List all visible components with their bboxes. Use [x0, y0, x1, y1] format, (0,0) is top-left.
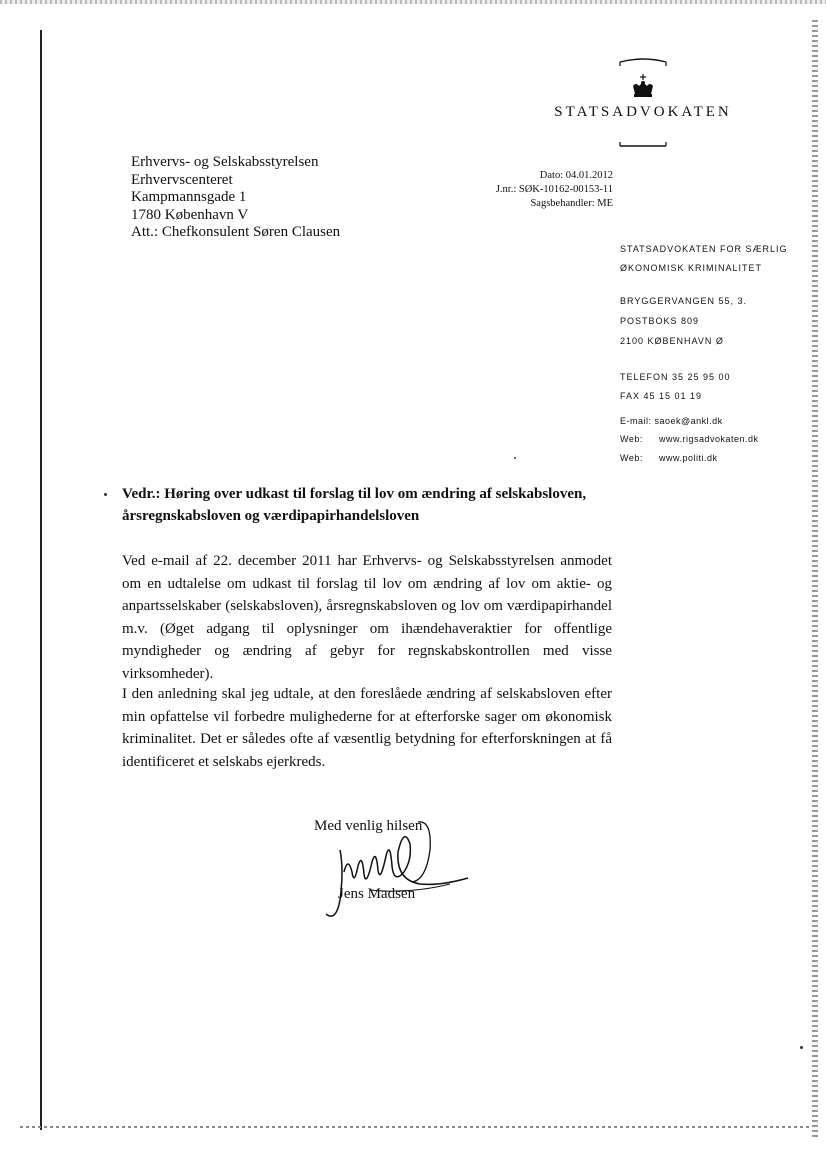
sender-web-row: [620, 434, 759, 444]
scan-speck: [514, 457, 516, 459]
scan-edge-left: [40, 30, 42, 1130]
signer-name: Jens Madsen: [338, 886, 416, 902]
sender-address-line: BRYGGERVANGEN 55, 3.: [620, 296, 748, 306]
sender-web-row: [620, 453, 718, 463]
scan-speck: [800, 1046, 803, 1049]
sender-org-line: ØKONOMISK KRIMINALITET: [620, 263, 763, 273]
sender-address-line: 2100 KØBENHAVN Ø: [620, 336, 724, 346]
recipient-line: Att.: Chefkonsulent Søren Clausen: [131, 224, 341, 240]
recipient-line: Erhvervs- og Selskabsstyrelsen: [131, 154, 319, 170]
letter-meta: [440, 169, 613, 211]
web-label: Web:: [620, 453, 643, 463]
web-label: Web:: [620, 434, 643, 444]
sender-email: E-mail: saoek@ankl.dk: [620, 416, 723, 426]
web-link[interactable]: www.politi.dk: [659, 453, 718, 463]
sender-address-line: POSTBOKS 809: [620, 316, 700, 326]
letter-subject: Vedr.: Høring over udkast til forslag til lov om ændring af selskabsloven, årsregnskabsloven og værdipapirhandelsloven: [122, 486, 587, 524]
sender-org-line: STATSADVOKATEN FOR SÆRLIG: [620, 244, 788, 254]
letter-date: Dato: 04.01.2012: [539, 170, 613, 181]
scan-edge-top: [0, 0, 826, 4]
scan-edge-bottom: [20, 1126, 810, 1128]
letterhead-title: STATSADVOKATEN: [554, 104, 732, 120]
handwritten-signature: [300, 810, 480, 930]
sender-fax: FAX 45 15 01 19: [620, 391, 703, 401]
recipient-line: Kampmannsgade 1: [131, 189, 247, 205]
case-handler: Sagsbehandler: ME: [530, 198, 613, 209]
scan-speck: [104, 493, 107, 496]
journal-number: J.nr.: SØK-10162-00153-11: [495, 184, 613, 195]
recipient-line: Erhvervscenteret: [131, 171, 233, 188]
scan-edge-right: [812, 20, 818, 1140]
letterhead-logo: [548, 48, 738, 158]
recipient-line: 1780 København V: [131, 206, 249, 223]
web-link[interactable]: www.rigsadvokaten.dk: [659, 434, 759, 444]
body-paragraph: I den anledning skal jeg udtale, at den foreslåede ændring af selskabsloven efter min opfattelse vil forbedre mulighederne for at efterforske sager om økonomisk kriminalitet. Det er således ofte af væsentlig betydning for efterforskningen at få identificeret et selskabs ejerkreds.: [122, 686, 612, 770]
sender-phone: TELEFON 35 25 95 00: [620, 372, 731, 382]
body-paragraph: Ved e-mail af 22. december 2011 har Erhvervs- og Selskabsstyrelsen anmodet om en udtalelse om udkast til forslag til lov om ændring af lov om aktie- og anpartsselskaber (selskabsloven), årsregnskabsloven og lov om værdipapirhandel m.v. (Øget adgang til oplysninger om ihændehaveraktier for offentlige myndigheder og ændring af gebyr for regnskabskontrollen med visse virksomheder).: [122, 553, 612, 682]
recipient-address: [131, 154, 340, 242]
closing-phrase: Med venlig hilsen: [314, 818, 423, 834]
crown-icon: [548, 48, 738, 158]
